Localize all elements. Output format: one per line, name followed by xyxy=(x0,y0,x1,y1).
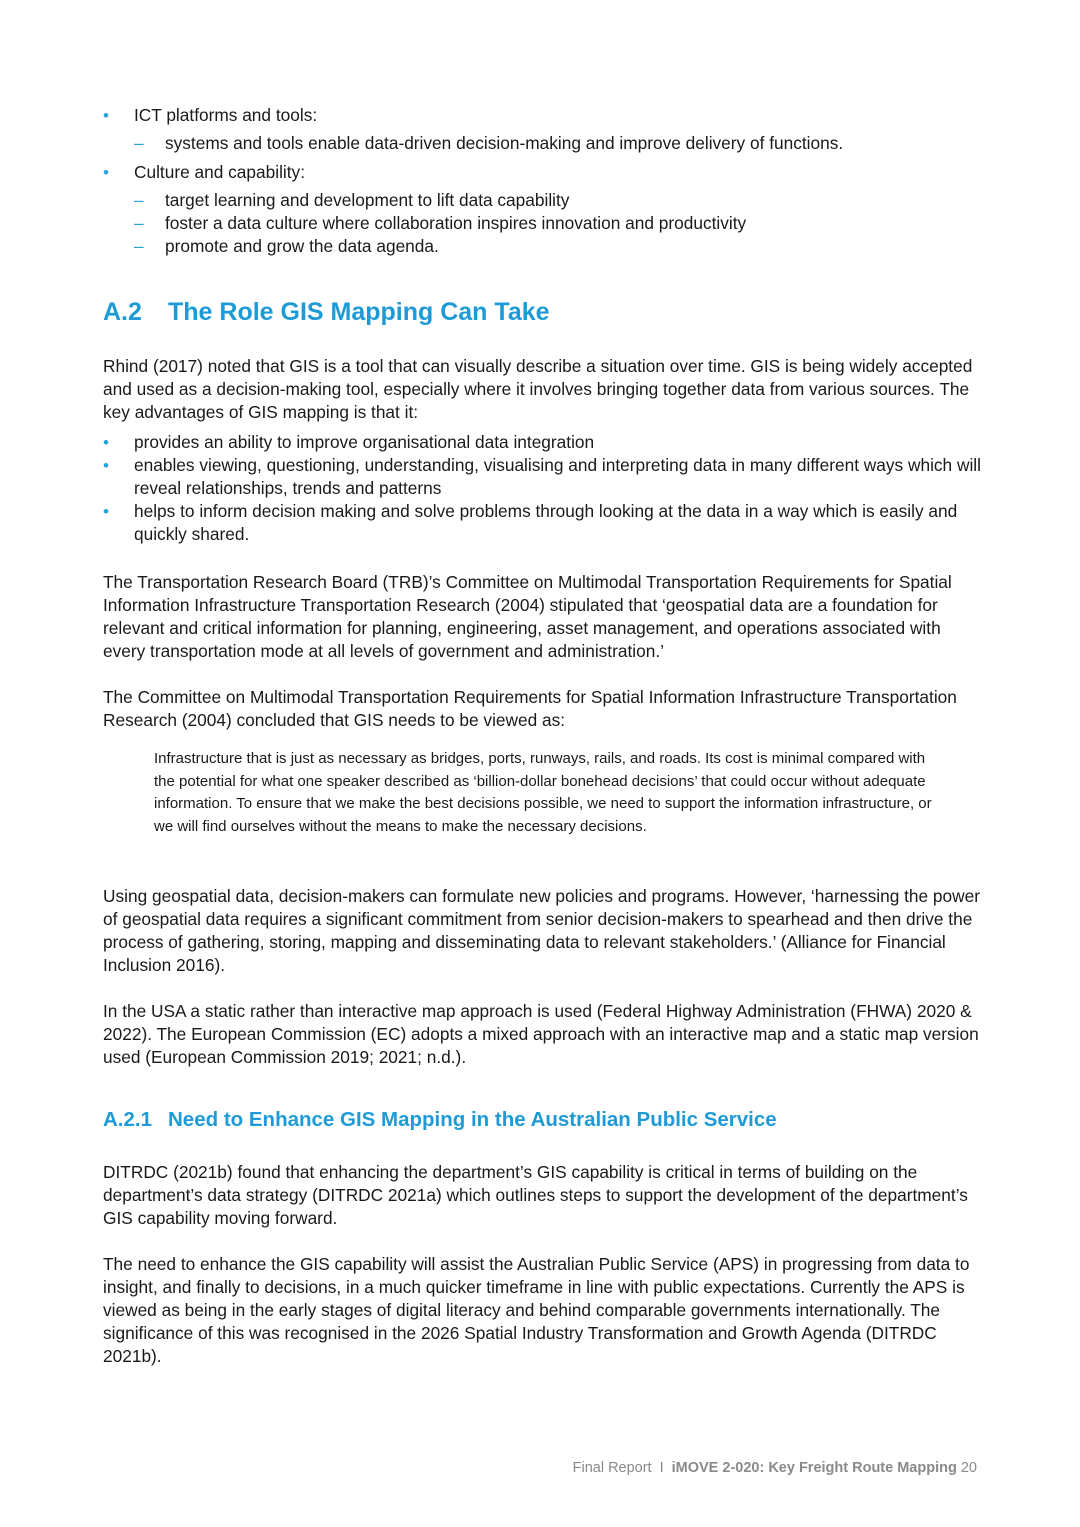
sub-list-item: – foster a data culture where collaboration inspires innovation and productivity xyxy=(134,213,747,233)
footer-separator: I xyxy=(659,1460,664,1476)
list-item: • provides an ability to improve organisational data integration xyxy=(103,432,595,452)
paragraph: Using geospatial data, decision-makers can formulate new policies and programs. However, ‘harnessing the power of geospatial data requires a significant commitment from senior decision-makers to spearhead and then drive the process of gathering, storing, mapping and disseminating data to relevant stakeholders.’ (Alliance for Financial Inclusion 2016). xyxy=(103,886,980,975)
bullet-marker: • xyxy=(103,502,109,521)
list-item: • helps to inform decision making and solve problems through looking at the data in a way which is easily and quickly shared. xyxy=(103,501,958,544)
intro-list xyxy=(103,104,983,258)
sub-list-item: – promote and grow the data agenda. xyxy=(134,236,439,256)
footer-report-title: iMOVE 2-020: Key Freight Route Mapping xyxy=(671,1460,957,1476)
bullet-marker: • xyxy=(103,433,109,452)
bullet-marker: • xyxy=(103,106,109,125)
dash-marker: – xyxy=(134,236,144,256)
list-item: • Culture and capability: xyxy=(103,162,305,182)
sub-list-item: – systems and tools enable data-driven decision-making and improve delivery of functions. xyxy=(134,133,844,153)
dash-marker: – xyxy=(134,213,144,233)
section-number: A.2.1 xyxy=(103,1108,152,1131)
section-title: Need to Enhance GIS Mapping in the Australian Public Service xyxy=(168,1108,777,1131)
section-heading-a2 xyxy=(103,297,983,327)
bullet-marker: • xyxy=(103,163,109,182)
advantages-list xyxy=(103,431,983,546)
paragraph: In the USA a static rather than interactive map approach is used (Federal Highway Administration (FHWA) 2020 & 2022). The European Commission (EC) adopts a mixed approach with an interactive map and a static map version used (European Commission 2019; 2021; n.d.). xyxy=(103,1001,979,1067)
list-item: • ICT platforms and tools: xyxy=(103,105,318,125)
dash-marker: – xyxy=(134,133,144,153)
list-item: • enables viewing, questioning, understanding, visualising and interpreting data in many different ways which will reveal relationships, trends and patterns xyxy=(103,455,981,498)
page-footer xyxy=(573,1460,977,1476)
section-title: The Role GIS Mapping Can Take xyxy=(168,298,550,326)
paragraph: Rhind (2017) noted that GIS is a tool that can visually describe a situation over time. GIS is being widely accepted and used as a decision-making tool, especially where it involves bringing together data from various sources. The key advantages of GIS mapping is that it: xyxy=(103,356,973,422)
section-heading-a21 xyxy=(103,1107,983,1133)
paragraph: The need to enhance the GIS capability will assist the Australian Public Service (APS) in progressing from data to insight, and finally to decisions, in a much quicker timeframe in line with public expectations. Currently the APS is viewed as being in the early stages of digital literacy and behind comparable governments internationally. The significance of this was recognised in the 2026 Spatial Industry Transformation and Growth Agenda (DITRDC 2021b). xyxy=(103,1254,970,1366)
dash-marker: – xyxy=(134,190,144,210)
section-number: A.2 xyxy=(103,298,142,326)
sub-list-item: – target learning and development to lift data capability xyxy=(134,190,570,210)
page-number: 20 xyxy=(960,1460,977,1476)
paragraph: The Transportation Research Board (TRB)’s Committee on Multimodal Transportation Requirements for Spatial Information Infrastructure Transportation Research (2004) stipulated that ‘geospatial data are a foundation for relevant and critical information for planning, engineering, asset management, and operations associated with every transportation mode at all levels of government and administration.’ xyxy=(103,572,952,661)
paragraph: DITRDC (2021b) found that enhancing the department’s GIS capability is critical in terms of building on the department’s data strategy (DITRDC 2021a) which outlines steps to support the development of the department’s GIS capability moving forward. xyxy=(103,1162,968,1228)
bullet-marker: • xyxy=(103,456,109,475)
footer-report-label: Final Report xyxy=(572,1460,652,1476)
paragraph: The Committee on Multimodal Transportation Requirements for Spatial Information Infrastructure Transportation Research (2004) concluded that GIS needs to be viewed as: xyxy=(103,687,957,730)
block-quote: Infrastructure that is just as necessary as bridges, ports, runways, rails, and roads. Its cost is minimal compared with the potential for what one speaker described as ‘billion-dollar bonehead decisions’ that could occur without adequate information. To ensure that we make the best decisions possible, we need to support the information infrastructure, or we will find ourselves without the means to make the necessary decisions. xyxy=(154,750,932,835)
